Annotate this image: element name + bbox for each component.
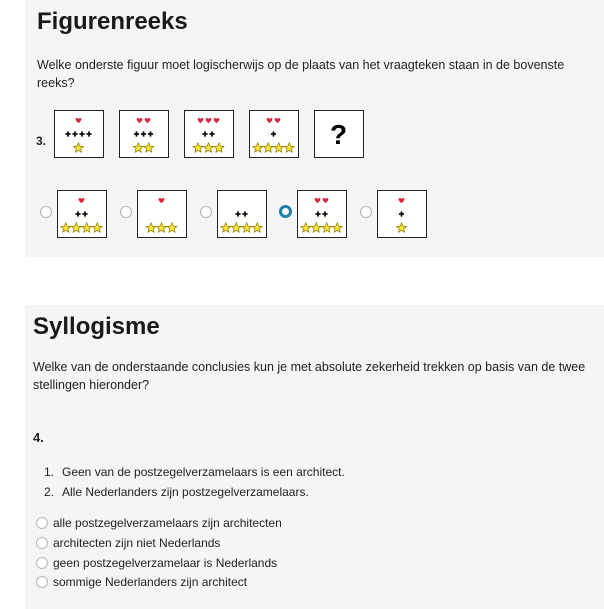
heart-icon (145, 118, 151, 123)
star-icon (74, 143, 84, 152)
premise-text: Alle Nederlanders zijn postzegelverzamelaars. (62, 485, 309, 499)
answer-option-4[interactable] (36, 575, 247, 589)
option-figure-1[interactable] (57, 190, 107, 238)
premises-list (44, 462, 345, 502)
question-number-fragment: 3. (36, 134, 47, 148)
answer-label: sommige Nederlanders zijn architect (53, 575, 248, 589)
star-icon (252, 223, 262, 232)
star-icon (82, 223, 92, 232)
answer-label: architecten zijn niet Nederlands (53, 536, 221, 550)
heart-icon (315, 198, 321, 203)
syllogisme-question: Welke van de onderstaande conclusies kun je met absolute zekerheid trekken op basis van de twee stellingen hieronder? (33, 360, 586, 392)
plus-icon (72, 131, 77, 136)
plus-icon (75, 211, 80, 216)
answer-option-2[interactable] (36, 536, 220, 550)
plus-icon (315, 211, 320, 216)
star-icon (397, 223, 407, 232)
question-number: 4. (33, 430, 44, 445)
heart-icon (76, 118, 82, 123)
star-icon (253, 143, 263, 152)
series-figure-1 (54, 110, 104, 158)
answer-option-3[interactable] (36, 556, 277, 570)
plus-icon (141, 131, 146, 136)
plus-icon (82, 211, 87, 216)
heart-icon (198, 118, 204, 123)
plus-icon (235, 211, 240, 216)
premise-number: 1. (44, 465, 55, 479)
series-figure-4 (249, 110, 299, 158)
star-icon (92, 223, 102, 232)
star-icon (274, 143, 284, 152)
heart-icon (206, 118, 212, 123)
premise-number: 2. (44, 485, 55, 499)
star-icon (61, 223, 71, 232)
answer-radio[interactable] (36, 576, 48, 588)
plus-icon (65, 131, 70, 136)
figure-drawing (378, 191, 425, 236)
answer-label: alle postzegelverzamelaars zijn architecten (53, 516, 282, 530)
star-icon (167, 223, 177, 232)
star-icon (133, 143, 143, 152)
star-icon (284, 143, 294, 152)
heart-icon (159, 198, 165, 203)
series-figure-2 (119, 110, 169, 158)
plus-icon (79, 131, 84, 136)
heart-icon (267, 118, 273, 123)
section-title-figurenreeks: Figurenreeks (37, 8, 188, 35)
figure-drawing (218, 191, 265, 236)
star-icon (322, 223, 332, 232)
star-icon (263, 143, 273, 152)
option-radio-1[interactable] (40, 206, 52, 218)
heart-icon (323, 198, 329, 203)
premise-item (44, 462, 345, 482)
figure-drawing (185, 111, 232, 156)
heart-icon (79, 198, 85, 203)
heart-icon (137, 118, 143, 123)
option-radio-5[interactable] (360, 206, 372, 218)
plus-icon (209, 131, 214, 136)
star-icon (146, 223, 156, 232)
plus-icon (86, 131, 91, 136)
figure-drawing (58, 191, 105, 236)
plus-icon (399, 211, 404, 216)
plus-icon (148, 131, 153, 136)
star-icon (221, 223, 231, 232)
premise-item (44, 482, 345, 502)
star-icon (144, 143, 154, 152)
answer-radio[interactable] (36, 537, 48, 549)
option-figure-3[interactable] (217, 190, 267, 238)
plus-icon (322, 211, 327, 216)
plus-icon (202, 131, 207, 136)
heart-icon (399, 198, 405, 203)
option-figure-2[interactable] (137, 190, 187, 238)
star-icon (231, 223, 241, 232)
plus-icon (271, 131, 276, 136)
figurenreeks-question: Welke onderste figuur moet logischerwijs op de plaats van het vraagteken staan in de bovenste reeks? (37, 58, 565, 90)
option-radio-2[interactable] (120, 206, 132, 218)
star-icon (301, 223, 311, 232)
star-icon (204, 143, 214, 152)
figure-drawing (315, 111, 362, 156)
answer-label: geen postzegelverzamelaar is Nederlands (53, 556, 278, 570)
question-mark: ? (329, 119, 348, 150)
series-figure-5 (314, 110, 364, 158)
plus-icon (134, 131, 139, 136)
option-figure-5[interactable] (377, 190, 427, 238)
option-radio-4[interactable] (279, 205, 292, 218)
star-icon (332, 223, 342, 232)
star-icon (242, 223, 252, 232)
heart-icon (214, 118, 220, 123)
figure-drawing (55, 111, 102, 156)
figure-drawing (250, 111, 297, 156)
answer-radio[interactable] (36, 517, 48, 529)
star-icon (193, 143, 203, 152)
series-figure-3 (184, 110, 234, 158)
heart-icon (275, 118, 281, 123)
star-icon (157, 223, 167, 232)
figure-drawing (298, 191, 345, 236)
option-radio-3[interactable] (200, 206, 212, 218)
star-icon (311, 223, 321, 232)
star-icon (214, 143, 224, 152)
premise-text: Geen van de postzegelverzamelaars is een architect. (62, 465, 345, 479)
star-icon (71, 223, 81, 232)
answer-option-1[interactable] (36, 516, 282, 530)
plus-icon (242, 211, 247, 216)
figure-drawing (120, 111, 167, 156)
section-title-syllogisme: Syllogisme (33, 313, 160, 340)
option-figure-4[interactable] (297, 190, 347, 238)
answer-radio[interactable] (36, 557, 48, 569)
figure-drawing (138, 191, 185, 236)
